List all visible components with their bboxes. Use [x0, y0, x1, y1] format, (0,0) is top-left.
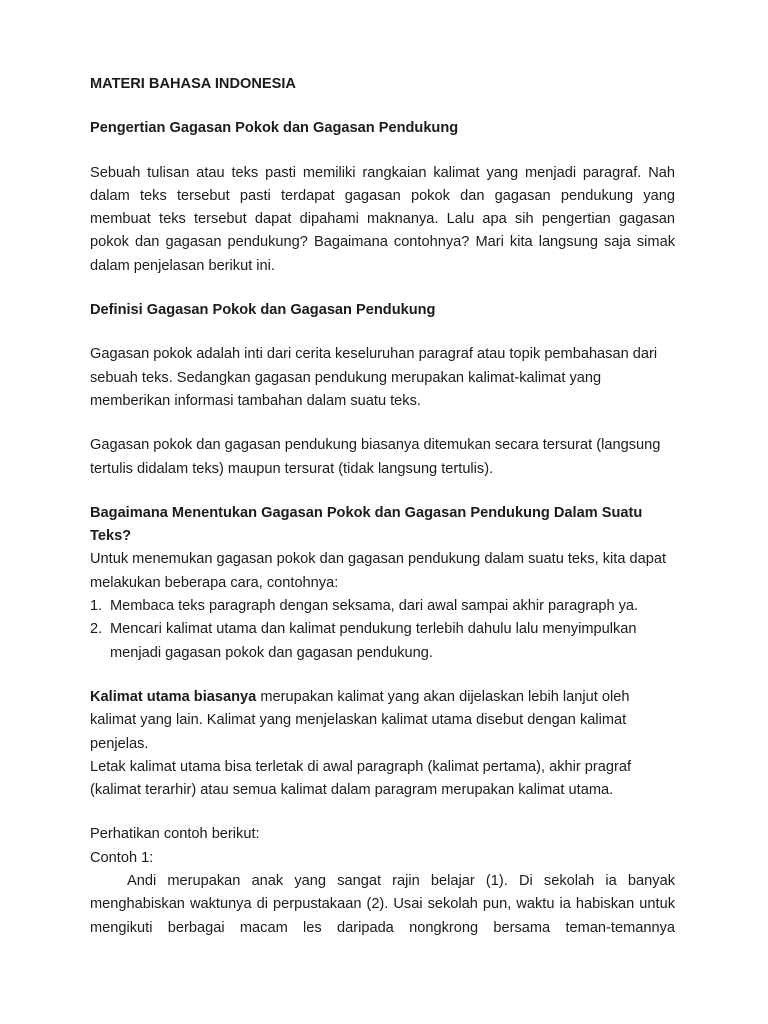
list-item-text: Mencari kalimat utama dan kalimat pendukung terlebih dahulu lalu menyimpulkan menjadi gagasan pokok dan gagasan pendukung. [110, 621, 637, 661]
section-heading-bagaimana: Bagaimana Menentukan Gagasan Pokok dan Gagasan Pendukung Dalam Suatu Teks? [90, 504, 643, 545]
paragraph-kalimat-utama-rest: merupakan kalimat yang akan dijelaskan lebih lanjut oleh kalimat yang lain. Kalimat yang menjelaskan kalimat utama disebut dengan kalimat penjelas. [90, 688, 630, 752]
paragraph-perhatikan: Perhatikan contoh berikut: [90, 826, 260, 843]
paragraph-tersurat: Gagasan pokok dan gagasan pendukung biasanya ditemukan secara tersurat (langsung tertulis didalam teks) maupun tersurat (tidak langsung tertulis). [90, 437, 661, 477]
paragraph-untuk: Untuk menemukan gagasan pokok dan gagasan pendukung dalam suatu teks, kita dapat melakukan beberapa cara, contohnya: [90, 551, 667, 591]
paragraph-intro: Sebuah tulisan atau teks pasti memiliki rangkaian kalimat yang menjadi paragraf. Nah dalam teks tersebut pasti terdapat gagasan pokok dan gagasan pendukung yang membuat teks tersebut dapat dipahami maknanya. Lalu apa sih pengertian gagasan pokok dan gagasan pendukung? Bagaimana contohnya? Mari kita langsung saja simak dalam penjelasan berikut ini. [90, 164, 675, 274]
list-item-number: 1. [90, 598, 103, 615]
ordered-list [90, 595, 675, 665]
list-item [90, 618, 675, 665]
list-item-number: 2. [90, 621, 103, 638]
paragraph-definisi: Gagasan pokok adalah inti dari cerita keseluruhan paragraf atau topik pembahasan dari sebuah teks. Sedangkan gagasan pendukung merupakan kalimat-kalimat yang memberikan informasi tambahan dalam suatu teks. [90, 346, 658, 409]
paragraph-contoh-1: Andi merupakan anak yang sangat rajin belajar (1). Di sekolah ia banyak menghabiskan waktunya di perpustakaan (2). Usai sekolah pun, waktu ia habiskan untuk mengikuti berbagai macam les daripada nongkrong bersama teman-temannya [90, 873, 675, 936]
document-content [90, 73, 675, 940]
list-item [90, 595, 675, 618]
document-title: MATERI BAHASA INDONESIA [90, 76, 296, 92]
paragraph-contoh-label: Contoh 1: [90, 849, 154, 866]
section-heading-definisi: Definisi Gagasan Pokok dan Gagasan Pendukung [90, 302, 436, 319]
paragraph-kalimat-utama-lead: Kalimat utama biasanya [90, 688, 257, 705]
section-heading-pengertian: Pengertian Gagasan Pokok dan Gagasan Pendukung [90, 120, 459, 137]
list-item-text: Membaca teks paragraph dengan seksama, dari awal sampai akhir paragraph ya. [110, 598, 639, 615]
paragraph-kalimat-utama [90, 686, 675, 756]
paragraph-letak: Letak kalimat utama bisa terletak di awal paragraph (kalimat pertama), akhir pragraf (kalimat terarhir) atau semua kalimat dalam paragram merupakan kalimat utama. [90, 758, 632, 799]
